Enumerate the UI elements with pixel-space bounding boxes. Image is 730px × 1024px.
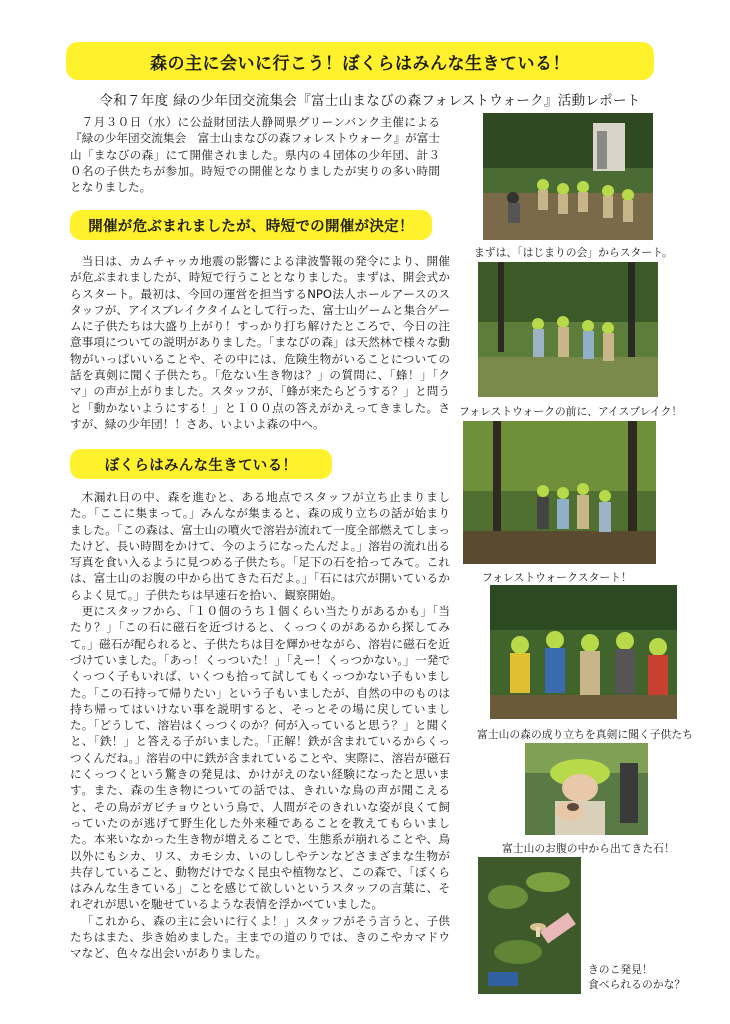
section-heading-alive: ぼくらはみんな生きている！ [70,449,332,479]
photo-lava-stone [525,743,648,835]
intro-text [70,114,440,195]
caption-opening: まずは、「はじまりの会」からスタート。 [474,246,673,259]
section1-text [70,253,450,432]
section-heading-opening: 開催が危ぶまれましたが、時短での開催が決定！ [70,210,432,240]
section1-paragraph: 当日は、カムチャッカ地震の影響による津波警報の発令により、開催が危ぶまれましたが、時短で行うこととなりました。まずは、開会式からスタート。最初は、今回の運営を担当するNPO法人ホールアースのスタッフが、アイスブレイクタイムとして行った、富士山ゲームと集合ゲームに子供たちは大盛り上がり！すっかり打ち解けたところで、今日の注意事項についての説明がありました。「まなびの森」は天然林で様々な動物がいっぱいいることや、その中には、危険生物がいることについての話を真剣に聞く子供たち。「危ない生き物は？」の質問に、「蜂！」「クマ」の声が上がりました。スタッフが、「蜂が来たらどうする？」と問うと「動かないようにする！」と１００点の答えがかえってきました。さすが、緑の少年団！！さあ、いよいよ森の中へ。 [70,254,450,431]
caption-mushroom-line-1: きのこ発見！ [588,963,653,976]
photo-opening-ceremony [483,113,653,240]
caption-mushroom [588,962,708,992]
photo-walk-start [463,421,656,564]
report-subtitle: 令和７年度 緑の少年団交流集会『富士山まなびの森フォレストウォーク』活動レポート [99,93,641,109]
caption-listening: 富士山の森の成り立ちを真剣に聞く子供たち [477,728,693,741]
caption-mushroom-line-2: 食べられるのかな？ [588,978,686,991]
intro-paragraph: ７月３０日（水）に公益財団法人静岡県グリーンバンク主催による『緑の少年団交流集会 富士山まなびの森フォレストウォーク』が富士山「まなびの森」にて開催されました。県内の４団体の少年団、計３０名の子供たちが参加。時短での開催となりましたが実りの多い時間となりました。 [70,115,440,195]
photo-ice-break [478,262,658,397]
section2-paragraph-3: 「これから、森の主に会いに行くよ！」スタッフがそう言うと、子供たちはまた、歩き始めました。主までの道のりでは、きのこやカマドウマなど、色々な出会いがありました。 [70,913,450,961]
photo-mushroom [478,857,581,994]
caption-walk-start: フォレストウォークスタート！ [482,571,632,584]
photo-listening-children [490,585,677,719]
section2-paragraph-1: 木漏れ日の中、森を進むと、ある地点でスタッフが立ち止まりました。「ここに集まって。」みんなが集まると、森の成り立ちの話が始まりました。「この森は、富士山の噴火で溶岩が流れて一度全部燃えてしまったけど、長い時間をかけて、今のようになったんだよ。」溶岩の流れ出る写真を食い入るように見つめる子供たち。「足下の石を拾ってみて。これは、富士山のお腹の中から出てきた石だよ。」「石には穴が開いているからよく見て。」子供たちは早速石を拾い、観察開始。 [70,490,450,602]
section2-paragraph-2: 更にスタッフから、「１０個のうち１個くらい当たりがあるかも」「当たり？」「この石に磁石を近づけると、くっつくのがあるから探してみて。」磁石が配られると、子供たちは目を輝かせながら、溶岩に磁石を近づけていました。「あっ！くっついた！」「えー！くっつかない。」一発でくっつく子もいれば、いくつも拾って試してもくっつかない子もいました。「この石持って帰りたい」という子もいましたが、自然の中のものは持ち帰ってはいけない事を説明すると、そっとその場に戻していました。「どうして、溶岩はくっつくのか？何が入っていると思う？」と聞くと、「鉄！」と答える子がいました。「正解！鉄が含まれているからくっつくんだね。」溶岩の中に鉄が含まれていることや、実際に、溶岩が磁石にくっつくという驚きの発見は、かけがえのない経験になったと思います。また、森の生き物についての話では、きれいな鳥の声が聞こえると、その鳥がガビチョウという鳥で、人間がそのきれいな姿が良くて飼っていたのが逃げて野生化した外来種であることを教えてもらいました。本来いなかった生き物が増えることで、生態系が崩れることや、鳥以外にもシカ、リス、カモシカ、いのししやテンなどさまざまな生物が共存していること、動物だけでなく昆虫や植物など、この森で、「ぼくらはみんな生きている」ことを感じて欲しいというスタッフの言葉に、それぞれが思いを馳せているような表情を浮かべていました。 [70,604,450,912]
section2-text [70,489,450,962]
page-banner-title: 森の主に会いに行こう！ぼくらはみんな生きている！ [66,42,654,80]
caption-lava-stone: 富士山のお腹の中から出てきた石！ [502,842,675,855]
caption-ice-break: フォレストウォークの前に、アイスブレイク！ [459,405,683,418]
